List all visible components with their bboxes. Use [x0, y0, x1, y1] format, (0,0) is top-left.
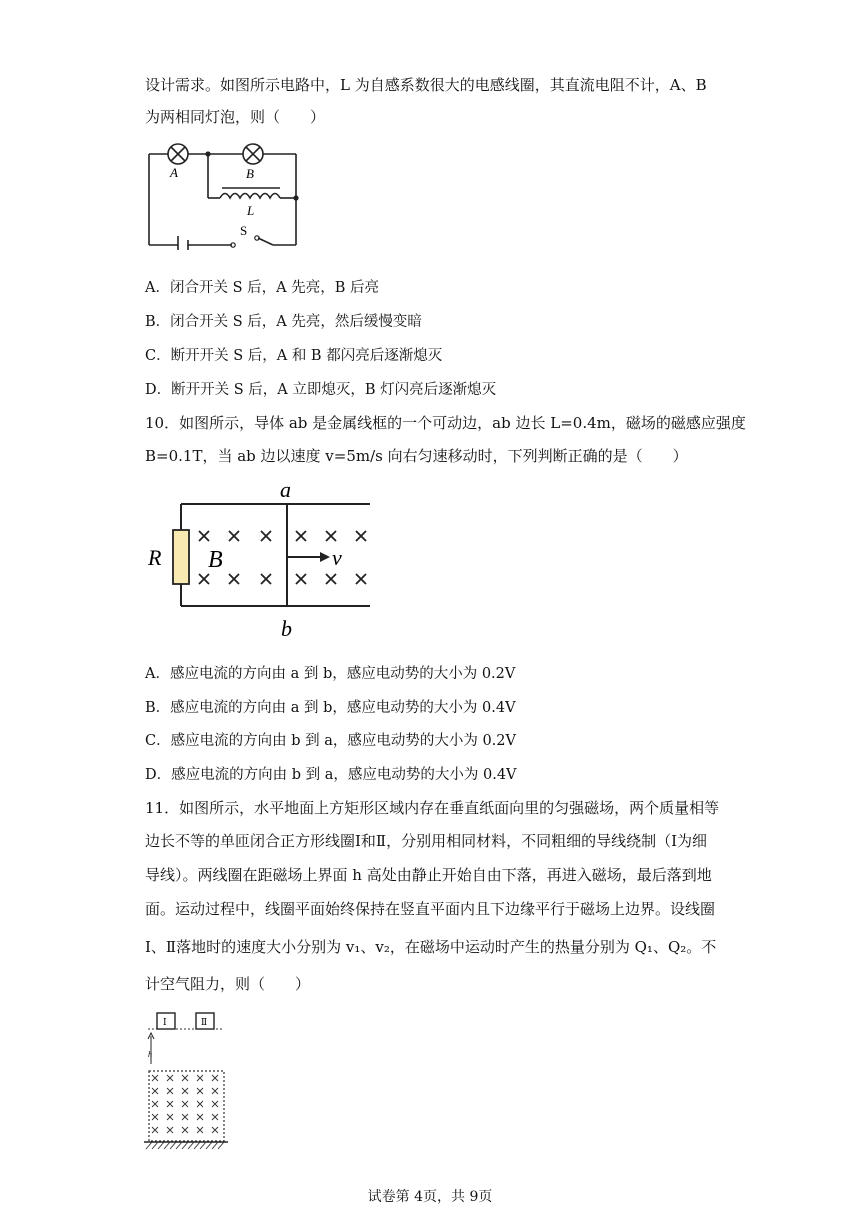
switch-label: S	[240, 223, 248, 238]
label-v: v	[332, 545, 342, 570]
coil-i-label: Ⅰ	[163, 1018, 167, 1028]
q10-field-diagram	[140, 476, 380, 644]
field-cross	[212, 1101, 218, 1107]
field-cross	[182, 1114, 188, 1120]
field-cross	[167, 1075, 173, 1081]
field-cross	[167, 1101, 173, 1107]
q9-option-b: B．闭合开关 S 后，A 先亮，然后缓慢变暗	[145, 314, 422, 330]
label-b: b	[281, 616, 292, 641]
field-cross	[152, 1101, 158, 1107]
q11-stem-line6: 计空气阻力，则（ ）	[145, 975, 311, 993]
field-cross	[167, 1088, 173, 1094]
q9-circuit-diagram	[140, 138, 310, 250]
field-cross	[152, 1075, 158, 1081]
label-field-b: B	[208, 547, 223, 573]
q11-stem-line4: 面。运动过程中，线圈平面始终保持在竖直平面内且下边缘平行于磁场上边界。设线圈	[145, 900, 716, 918]
ground-hatch	[146, 1142, 224, 1149]
q10-stem-line1: 10．如图所示，导体 ab 是金属线框的一个可动边，ab 边长 L=0.4m，磁场的磁感应强度	[145, 414, 746, 432]
q10-option-d: D．感应电流的方向由 b 到 a，感应电动势的大小为 0.4V	[145, 767, 517, 783]
field-cross	[212, 1127, 218, 1133]
q9-option-a: A．闭合开关 S 后，A 先亮，B 后亮	[145, 280, 379, 296]
height-h-label: h	[148, 1050, 152, 1059]
q10-stem-line2: B=0.1T，当 ab 边以速度 v=5m/s 向右匀速移动时，下列判断正确的是（ ）	[145, 447, 688, 465]
q9-option-c: C．断开开关 S 后，A 和 B 都闪亮后逐渐熄灭	[145, 348, 443, 364]
q11-coil-diagram	[140, 1008, 232, 1154]
label-r: R	[148, 545, 162, 570]
lamp-b-label: B	[246, 166, 254, 181]
field-cross	[182, 1075, 188, 1081]
field-cross	[197, 1127, 203, 1133]
field-cross	[152, 1088, 158, 1094]
field-cross	[212, 1088, 218, 1094]
field-cross	[152, 1114, 158, 1120]
page-footer: 试卷第 4页，共 9页	[367, 1189, 493, 1205]
field-cross	[167, 1114, 173, 1120]
field-cross	[197, 1075, 203, 1081]
field-cross	[197, 1088, 203, 1094]
field-crosses	[152, 1075, 218, 1133]
q9-stem-line2: 为两相同灯泡，则（ ）	[145, 108, 326, 126]
field-cross	[212, 1114, 218, 1120]
field-cross	[212, 1075, 218, 1081]
field-cross	[197, 1114, 203, 1120]
inductor-label: L	[247, 203, 255, 218]
q9-stem-line1: 设计需求。如图所示电路中，L 为自感系数很大的电感线圈，其直流电阻不计，A、B	[145, 76, 707, 94]
q10-option-a: A．感应电流的方向由 a 到 b，感应电动势的大小为 0.2V	[145, 666, 516, 682]
field-cross	[182, 1088, 188, 1094]
q11-stem-line3: 导线）。两线圈在距磁场上界面 h 高处由静止开始自由下落，再进入磁场，最后落到地	[145, 866, 712, 884]
q11-stem-line5: Ⅰ、Ⅱ落地时的速度大小分别为 v₁、v₂，在磁场中运动时产生的热量分别为 Q₁、Q₂。不	[145, 938, 717, 956]
coil-ii-label: Ⅱ	[201, 1018, 208, 1028]
lamp-a-label: A	[170, 165, 178, 180]
q10-option-c: C．感应电流的方向由 b 到 a，感应电动势的大小为 0.2V	[145, 733, 516, 749]
q11-stem-line2: 边长不等的单匝闭合正方形线圈Ⅰ和Ⅱ，分别用相同材料，不同粗细的导线绕制（Ⅰ为细	[145, 832, 708, 850]
field-cross	[197, 1101, 203, 1107]
label-a: a	[280, 477, 291, 502]
field-cross	[182, 1101, 188, 1107]
field-cross	[182, 1127, 188, 1133]
q10-option-b: B．感应电流的方向由 a 到 b，感应电动势的大小为 0.4V	[145, 700, 516, 716]
q9-option-d: D．断开开关 S 后，A 立即熄灭，B 灯闪亮后逐渐熄灭	[145, 382, 497, 398]
q11-stem-line1: 11．如图所示，水平地面上方矩形区域内存在垂直纸面向里的匀强磁场，两个质量相等	[145, 799, 720, 817]
field-cross	[152, 1127, 158, 1133]
field-cross	[167, 1127, 173, 1133]
